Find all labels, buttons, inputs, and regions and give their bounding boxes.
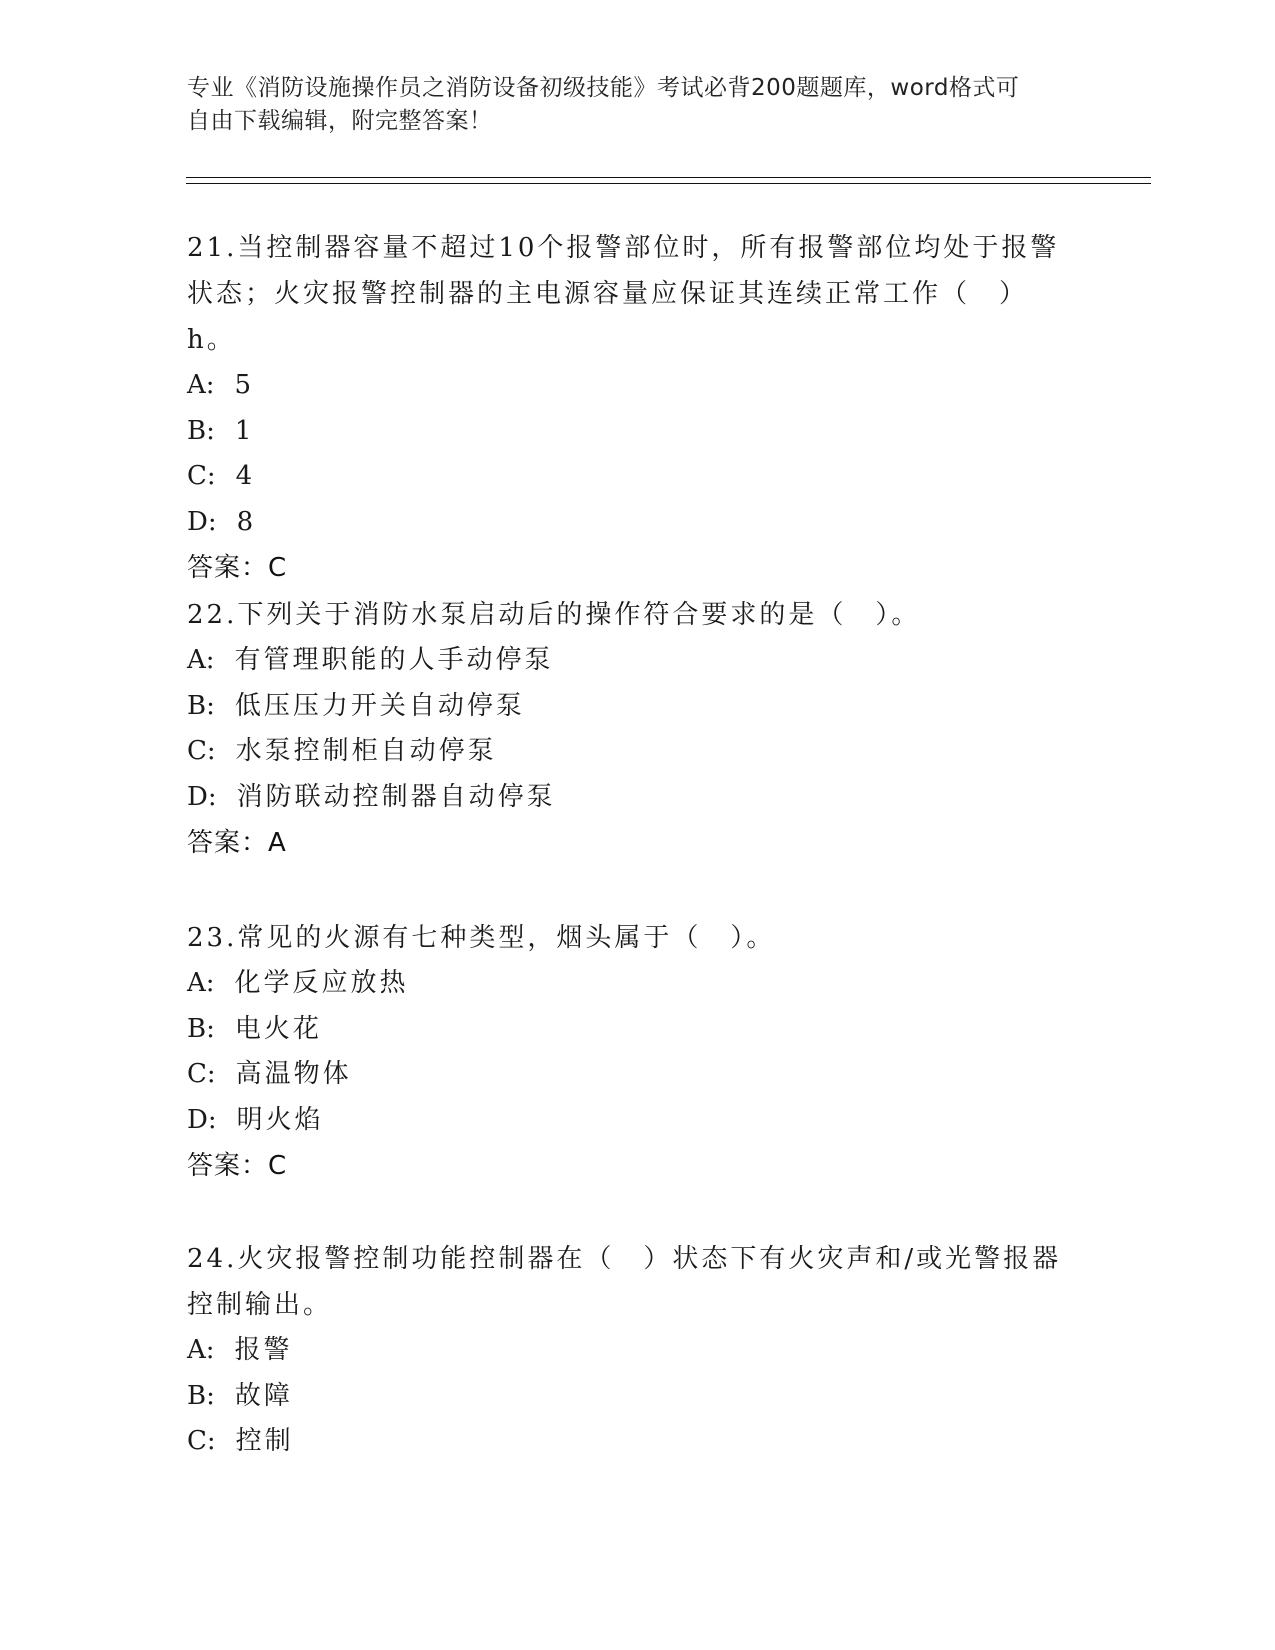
- option-text: 化学反应放热: [234, 968, 409, 998]
- option-key: C:: [187, 1426, 216, 1456]
- option-key: A:: [187, 1335, 215, 1365]
- option-text: 低压压力开关自动停泵: [234, 690, 525, 721]
- answer-line: 答案：C: [187, 1151, 288, 1181]
- option-key: C:: [187, 461, 216, 491]
- option-a: [187, 1328, 1067, 1374]
- option-text: 电火花: [234, 1013, 322, 1044]
- question-stem: [187, 592, 1067, 638]
- option-text: 5: [234, 370, 255, 400]
- answer-line: 答案：A: [187, 828, 287, 858]
- question-stem-line: 控制输出。: [187, 1290, 333, 1320]
- option-text: 故障: [234, 1380, 293, 1411]
- option-key: B:: [187, 1380, 215, 1411]
- question-24: [187, 1236, 1067, 1465]
- question-stem: [187, 915, 1067, 961]
- option-text: 控制: [235, 1426, 294, 1456]
- header-line-2: 自由下载编辑，附完整答案！: [187, 108, 493, 134]
- document-header: [187, 72, 1067, 138]
- option-b: [187, 409, 1067, 455]
- option-d: [187, 500, 1067, 546]
- option-a: [187, 961, 1067, 1007]
- option-c: [187, 1052, 1067, 1098]
- option-text: 水泵控制柜自动停泵: [235, 736, 497, 766]
- option-key: D:: [187, 781, 217, 812]
- option-key: A:: [187, 370, 215, 400]
- option-text: 4: [235, 461, 256, 491]
- question-stem: [187, 225, 1067, 363]
- option-key: D:: [187, 506, 217, 537]
- option-text: 8: [236, 506, 257, 537]
- option-c: [187, 729, 1067, 775]
- option-c: [187, 1419, 1067, 1465]
- option-b: [187, 684, 1067, 730]
- option-key: B:: [187, 690, 215, 721]
- header-divider-top: [186, 177, 1151, 178]
- option-b: [187, 1374, 1067, 1420]
- option-key: A:: [187, 968, 215, 998]
- question-stem: [187, 1236, 1067, 1328]
- question-21: [187, 225, 1067, 591]
- option-key: B:: [187, 415, 215, 446]
- question-stem-line: 状态；火灾报警控制器的主电源容量应保证其连续正常工作（ ）h。: [187, 279, 1029, 355]
- question-stem-line: 23.常见的火源有七种类型，烟头属于（ ）。: [187, 923, 776, 953]
- option-text: 有管理职能的人手动停泵: [234, 645, 554, 675]
- option-a: [187, 363, 1067, 409]
- option-d: [187, 1098, 1067, 1144]
- option-a: [187, 638, 1067, 684]
- header-divider-bottom: [186, 183, 1151, 184]
- question-22: [187, 592, 1067, 866]
- question-23: [187, 915, 1067, 1189]
- option-c: [187, 454, 1067, 500]
- option-key: C:: [187, 736, 216, 766]
- option-key: C:: [187, 1059, 216, 1089]
- option-text: 消防联动控制器自动停泵: [236, 781, 556, 812]
- option-key: A:: [187, 645, 215, 675]
- option-key: B:: [187, 1013, 215, 1044]
- question-stem-line: 22.下列关于消防水泵启动后的操作符合要求的是（ ）。: [187, 600, 921, 630]
- answer-line: 答案：C: [187, 553, 288, 583]
- option-key: D:: [187, 1104, 217, 1135]
- question-stem-line: 21.当控制器容量不超过10个报警部位时，所有报警部位均处于报警: [187, 233, 1060, 263]
- header-line-1: 专业《消防设施操作员之消防设备初级技能》考试必背200题题库，word格式可: [187, 75, 1020, 101]
- option-text: 报警: [234, 1335, 293, 1365]
- option-text: 高温物体: [235, 1059, 352, 1089]
- option-d: [187, 775, 1067, 821]
- option-text: 1: [234, 415, 255, 446]
- option-text: 明火焰: [236, 1104, 324, 1135]
- question-stem-line: 24.火灾报警控制功能控制器在（ ）状态下有火灾声和/或光警报器: [187, 1244, 1062, 1274]
- option-b: [187, 1007, 1067, 1053]
